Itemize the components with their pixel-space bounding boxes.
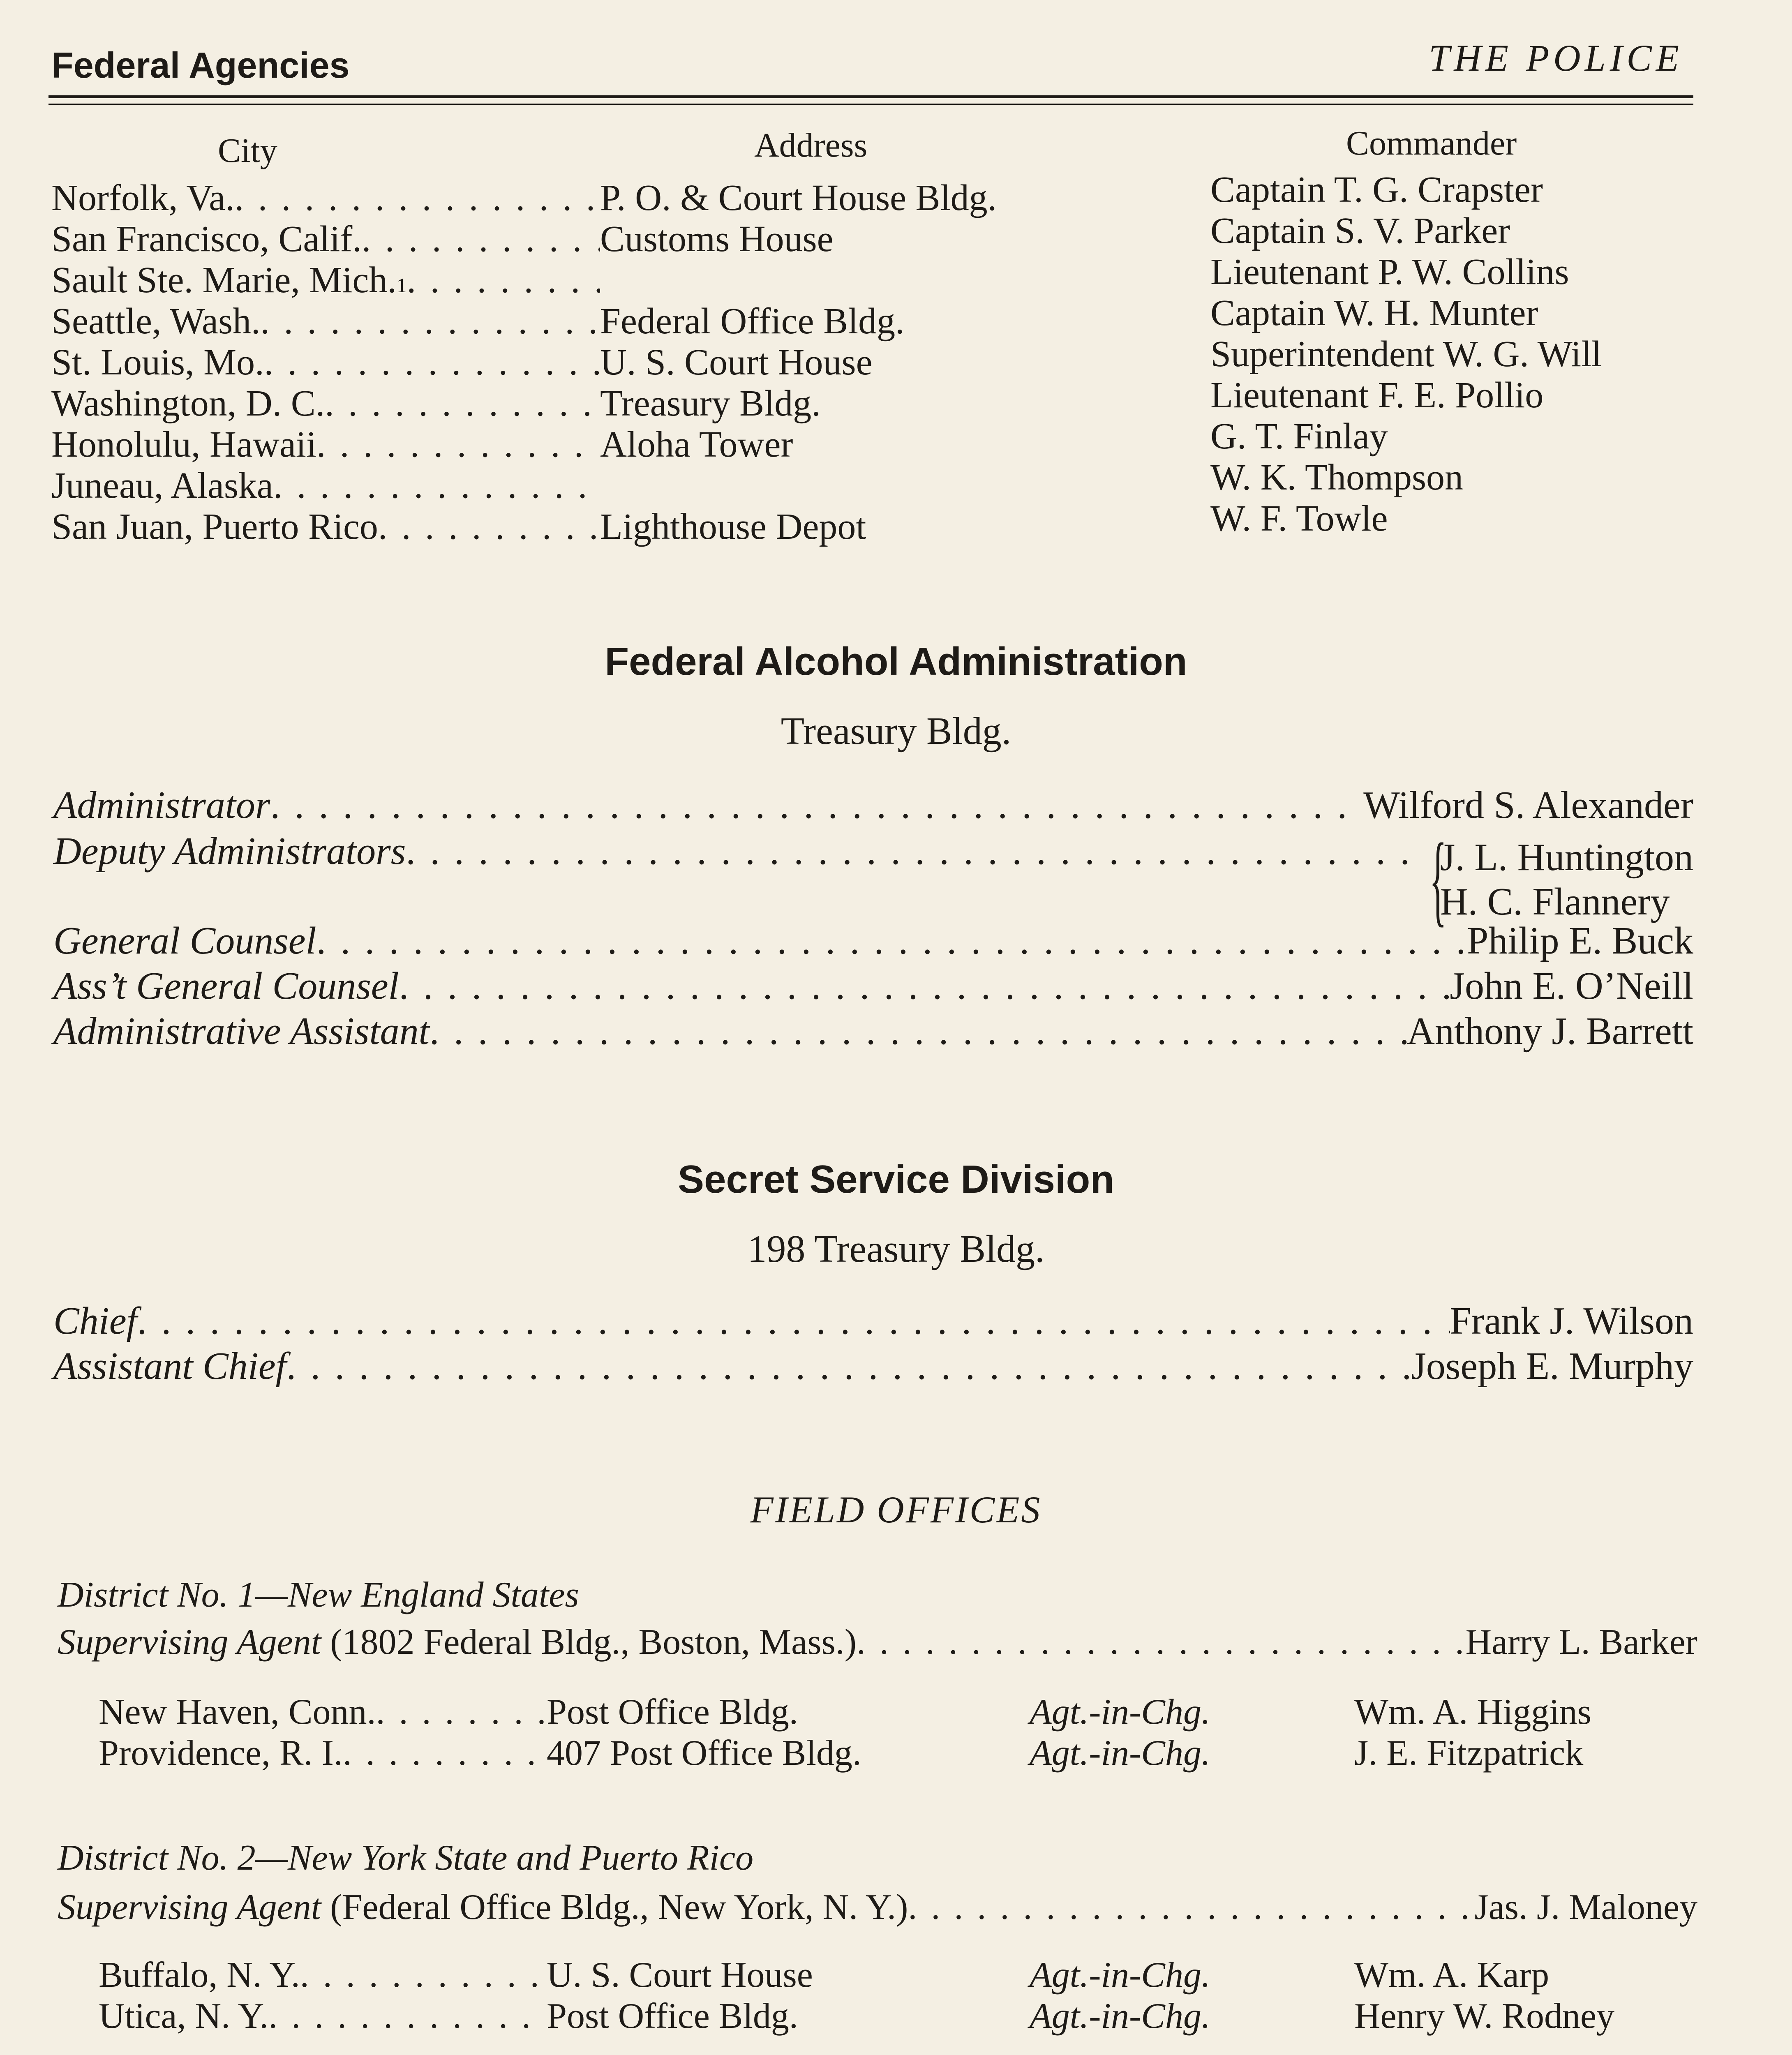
supervising-address: (1802 Federal Bldg., Boston, Mass.) [330, 1622, 857, 1662]
supervising-name: Jas. J. Maloney [1474, 1887, 1697, 1927]
table-row: Sault Ste. Marie, Mich. 1 . . . [51, 259, 1206, 300]
officer-name: Joseph E. Murphy [1411, 1345, 1693, 1388]
brace-glyph: { [1429, 822, 1447, 936]
officer-title: Ass’t General Counsel [53, 965, 399, 1007]
leader-dots [376, 1691, 547, 1733]
officer-row [53, 783, 1693, 828]
city-name: Washington, D. C. [51, 383, 325, 424]
office-city: New Haven, Conn. [99, 1692, 376, 1732]
field-office-row [99, 1995, 1702, 2037]
officer-row [53, 919, 1693, 964]
officer-row [53, 1299, 1693, 1344]
officer-row [53, 964, 1693, 1009]
officer-name: John E. O’Neill [1450, 965, 1693, 1007]
bracketed-names [1425, 822, 1693, 936]
supervising-agent-row [58, 1621, 1697, 1663]
office-address: U. S. Court House [547, 1955, 813, 1995]
running-head-right: THE POLICE [1429, 37, 1683, 79]
column-header-address: Address [754, 126, 868, 164]
city-address: Federal Office Bldg. [600, 301, 905, 342]
commander-name: Captain S. V. Parker [1210, 210, 1510, 251]
office-address: 407 Post Office Bldg. [547, 1733, 861, 1773]
city-address: Customs House [600, 219, 834, 259]
city-address: U. S. Court House [600, 342, 873, 383]
officer-name: Anthony J. Barrett [1406, 1010, 1693, 1053]
district-title: District No. 2—New York State and Puerto Rico [58, 1838, 754, 1878]
supervising-label: Supervising Agent [58, 1887, 321, 1927]
faa-officer-list [53, 783, 1693, 1054]
running-head-left: Federal Agencies [51, 45, 350, 85]
leader-dots [857, 1621, 1466, 1663]
officer-name: H. C. Flannery [1440, 880, 1670, 923]
officer-row [53, 822, 1693, 936]
ssd-section-title: Secret Service Division [678, 1157, 1114, 1201]
table-row [51, 177, 1206, 218]
commander-name: Lieutenant P. W. Collins [1210, 252, 1569, 292]
city-address: Aloha Tower [600, 424, 793, 465]
officer-name: J. L. Huntington [1440, 836, 1693, 879]
officer-title: Administrator [53, 784, 270, 827]
officer-name: Frank J. Wilson [1450, 1300, 1693, 1342]
header-rule-thin [48, 104, 1693, 105]
office-agent-name: Henry W. Rodney [1354, 1996, 1615, 2036]
table-row [51, 300, 1206, 341]
leader-dots [235, 177, 600, 219]
commander-name: W. K. Thompson [1210, 457, 1464, 498]
city-name: San Juan, Puerto Rico [51, 506, 378, 547]
leader-dots [406, 828, 1425, 873]
supervising-address: (Federal Office Bldg., New York, N. Y.) [330, 1887, 908, 1927]
city-address-table [51, 177, 1206, 547]
supervising-label: Supervising Agent [58, 1622, 321, 1662]
city-name: St. Louis, Mo. [51, 342, 264, 383]
ssd-address: 198 Treasury Bldg. [747, 1228, 1045, 1270]
commander-name: Lieutenant F. E. Pollio [1210, 375, 1544, 416]
city-address: Lighthouse Depot [600, 506, 866, 547]
ssd-officer-list [53, 1299, 1693, 1389]
leader-dots [316, 919, 1467, 963]
commander-name: Captain W. H. Munter [1210, 293, 1538, 333]
office-agent-name: Wm. A. Karp [1354, 1955, 1550, 1995]
city-address: P. O. & Court House Bldg. [600, 178, 997, 218]
leader-dots [273, 464, 600, 507]
field-office-row [99, 1954, 1702, 1995]
leader-dots [325, 382, 600, 425]
commander-name: Superintendent W. G. Will [1210, 334, 1602, 374]
leader-dots [399, 964, 1450, 1008]
city-name: Honolulu, Hawaii [51, 424, 316, 465]
commander-list [1210, 169, 1602, 538]
faa-address: Treasury Bldg. [781, 710, 1011, 753]
officer-row [53, 1009, 1693, 1054]
officer-name: Philip E. Buck [1467, 919, 1693, 962]
field-offices-title: FIELD OFFICES [750, 1489, 1042, 1531]
table-row [51, 382, 1206, 423]
leader-dots [362, 218, 600, 260]
officer-title: Assistant Chief [53, 1345, 286, 1388]
office-agent-name: Wm. A. Higgins [1354, 1692, 1591, 1732]
leader-dots [430, 1009, 1407, 1053]
officer-title: General Counsel [53, 919, 316, 962]
faa-section-title: Federal Alcohol Administration [605, 640, 1187, 683]
commander-name: Captain T. G. Crapster [1210, 169, 1543, 210]
leader-dots [908, 1886, 1474, 1928]
commander-name: W. F. Towle [1210, 498, 1388, 539]
city-name: Juneau, Alaska [51, 465, 273, 506]
leader-dots [264, 341, 600, 383]
district-title: District No. 1—New England States [58, 1575, 579, 1615]
office-address: Post Office Bldg. [547, 1996, 798, 2036]
office-city: Providence, R. I. [99, 1733, 343, 1773]
leader-dots [268, 1995, 547, 2037]
city-name: Norfolk, Va. [51, 178, 235, 218]
city-name: Seattle, Wash. [51, 301, 261, 342]
column-header-city: City [218, 132, 277, 170]
field-office-row [99, 1732, 1702, 1773]
officer-title: Administrative Assistant [53, 1010, 430, 1053]
table-row [51, 423, 1206, 464]
table-row [51, 506, 1206, 547]
office-city: Utica, N. Y. [99, 1996, 269, 2036]
field-office-row [99, 1691, 1702, 1732]
city-address: Treasury Bldg. [600, 383, 821, 424]
office-city: Buffalo, N. Y. [99, 1955, 300, 1995]
leader-dots [286, 1344, 1411, 1388]
office-role: Agt.-in-Chg. [1030, 1996, 1210, 2036]
leader-dots [343, 1732, 547, 1774]
officer-row [53, 1344, 1693, 1389]
city-name: Sault Ste. Marie, Mich. [51, 260, 397, 300]
leader-dots [300, 1954, 547, 1996]
leader-dots [378, 506, 600, 548]
table-row [51, 218, 1206, 259]
commander-name: G. T. Finlay [1210, 416, 1388, 457]
table-row [51, 341, 1206, 382]
officer-name: Wilford S. Alexander [1363, 784, 1693, 827]
city-name: San Francisco, Calif. [51, 219, 362, 259]
office-address: Post Office Bldg. [547, 1692, 798, 1732]
leader-dots [407, 259, 600, 301]
leader-dots [316, 423, 600, 466]
column-header-commander: Commander [1346, 124, 1517, 162]
office-role: Agt.-in-Chg. [1030, 1733, 1210, 1773]
supervising-agent-row [58, 1886, 1697, 1928]
table-row [51, 464, 1206, 506]
officer-title: Chief [53, 1300, 137, 1342]
header-rule [48, 95, 1693, 98]
supervising-name: Harry L. Barker [1465, 1622, 1697, 1662]
officer-title: Deputy Administrators [53, 830, 406, 873]
office-agent-name: J. E. Fitzpatrick [1354, 1733, 1584, 1773]
leader-dots [137, 1299, 1450, 1343]
leader-dots [270, 783, 1364, 827]
office-role: Agt.-in-Chg. [1030, 1955, 1210, 1995]
leader-dots [261, 300, 600, 342]
office-role: Agt.-in-Chg. [1030, 1692, 1210, 1732]
